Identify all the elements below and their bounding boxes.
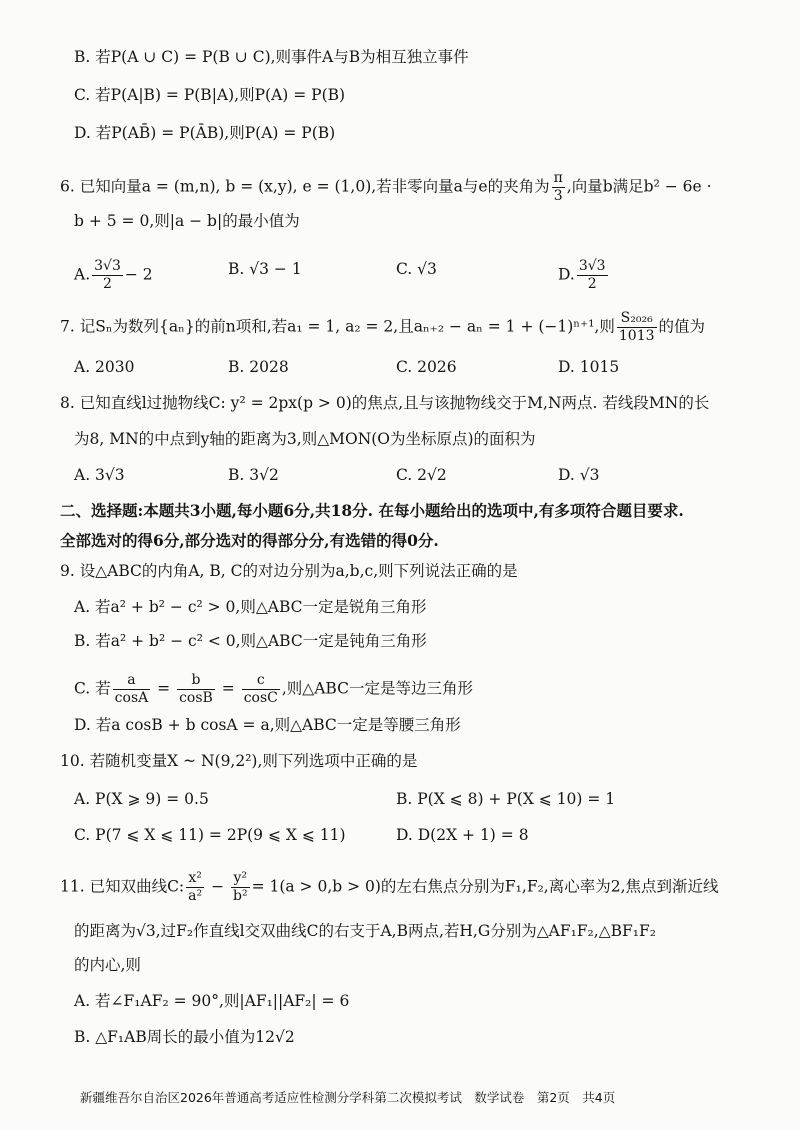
q10-option-c: C. P(7 ⩽ X ⩽ 11) = 2P(9 ⩽ X ⩽ 11)	[74, 826, 346, 844]
q11-stem-line1: 11. 已知双曲线C: $\frac{\text{x²}}{\text{a²}}$ − $\frac{\text{y²}}{\text{b²}}$ = 1(a > 0,b > 0)的左右焦点分别为F₁,F₂,离心率为2,焦点到渐近线	[60, 870, 719, 904]
q5-option-c: C. 若P(A|B) = P(B|A),则P(A) = P(B)	[74, 86, 346, 104]
q6-stem-text-b: ,向量b满足b² − 6e ·	[566, 177, 712, 196]
q6-d-prefix: D.	[558, 265, 575, 284]
q10-option-b: B. P(X ⩽ 8) + P(X ⩽ 10) = 1	[396, 790, 616, 808]
q9-c-f2-num: b	[177, 672, 215, 690]
q6-d-fraction	[577, 258, 608, 293]
q6-stem-line2: b + 5 = 0,则|a − b|的最小值为	[74, 212, 300, 230]
q11-fraction-1	[186, 870, 204, 905]
q7-stem-text-b: 的值为	[658, 317, 706, 336]
q9-option-a: A. 若a² + b² − c² > 0,则△ABC一定是锐角三角形	[74, 598, 427, 616]
q6-option-d	[558, 258, 610, 293]
q9-c-f1-den: cosA	[114, 690, 149, 706]
q9-option-b: B. 若a² + b² − c² < 0,则△ABC一定是钝角三角形	[74, 632, 427, 650]
q11-option-b: B. △F₁AB周长的最小值为12√2	[74, 1028, 295, 1046]
q9-stem: 9. 设△ABC的内角A, B, C的对边分别为a,b,c,则下列说法正确的是	[60, 562, 518, 580]
q6-a-den: 2	[103, 276, 112, 292]
q9-c-fraction-3	[242, 672, 280, 707]
q9-c-f2-den: cosB	[179, 690, 213, 706]
q7-option-a: A. 2030	[74, 358, 135, 376]
q5-option-d: D. 若P(AB̄) = P(ĀB),则P(A) = P(B)	[74, 124, 336, 142]
q9-c-f3-num: c	[242, 672, 280, 690]
q6-option-c: C. √3	[396, 260, 437, 278]
q6-angle-fraction	[552, 170, 565, 205]
q7-fraction	[617, 310, 657, 345]
q10-option-d: D. D(2X + 1) = 8	[396, 826, 529, 844]
q11-stem-line2: 的距离为√3,过F₂作直线l交双曲线C的右支于A,B两点,若H,G分别为△AF₁F₂,△BF₁F₂	[74, 922, 656, 940]
q11-f1-num: x²	[186, 870, 204, 888]
q8-option-c: C. 2√2	[396, 466, 447, 484]
q6-angle-den: 3	[553, 188, 563, 204]
q9-c-prefix: C. 若	[74, 679, 111, 698]
q8-stem-line1: 8. 已知直线l过抛物线C: y² = 2px(p > 0)的焦点,且与该抛物线交于M,N两点. 若线段MN的长	[60, 394, 710, 412]
q11-stem-text-b: = 1(a > 0,b > 0)的左右焦点分别为F₁,F₂,离心率为2,焦点到渐近线	[251, 877, 719, 896]
q8-option-b: B. 3√2	[228, 466, 279, 484]
q7-frac-num: S₂₀₂₆	[617, 310, 657, 328]
section2-instructions: 全部选对的得6分,部分选对的得部分分,有选错的得0分.	[60, 531, 439, 550]
q6-angle-num: π	[553, 170, 563, 186]
q6-option-a	[74, 258, 153, 293]
q7-option-d: D. 1015	[558, 358, 620, 376]
q9-option-c: C. 若 $\frac{a}{\cos A}$ = $\frac{b}{\cos B}$ = $\frac{c}{\cos C}$ ,则△ABC一定是等边三角形	[74, 672, 473, 706]
q7-option-c: C. 2026	[396, 358, 457, 376]
q7-stem	[60, 310, 705, 345]
page-footer: 新疆维吾尔自治区2026年普通高考适应性检测分学科第二次模拟考试 数学试卷 第2页 共4页	[80, 1090, 616, 1105]
q11-option-a: A. 若∠F₁AF₂ = 90°,则|AF₁||AF₂| = 6	[74, 992, 350, 1010]
q11-f2-num: y²	[231, 870, 250, 888]
q9-c-f1-num: a	[113, 672, 151, 690]
section2-heading: 二、选择题:本题共3小题,每小题6分,共18分. 在每小题给出的选项中,有多项符合题目要求.	[60, 501, 684, 520]
q6-d-den: 2	[587, 276, 597, 292]
q11-fraction-2	[231, 870, 250, 905]
q11-f1-den: a²	[188, 888, 203, 904]
q7-frac-den: 1013	[618, 328, 655, 344]
q5-option-b: B. 若P(A ∪ C) = P(B ∪ C),则事件A与B为相互独立事件	[74, 48, 469, 66]
q6-a-prefix: A.	[74, 265, 91, 284]
q8-option-d: D. √3	[558, 466, 600, 484]
q11-f2-den: b²	[232, 888, 248, 904]
q9-c-fraction-2	[177, 672, 215, 707]
q6-stem-line1	[60, 170, 712, 205]
q11-prefix: 11. 已知双曲线C:	[60, 877, 185, 896]
q9-c-suffix: ,则△ABC一定是等边三角形	[281, 679, 473, 698]
q7-stem-text-a: 7. 记Sₙ为数列{aₙ}的前n项和,若a₁ = 1, a₂ = 2,且aₙ₊₂ − aₙ = 1 + (−1)ⁿ⁺¹,则	[60, 317, 615, 336]
q6-stem-text-a: 6. 已知向量a = (m,n), b = (x,y), e = (1,0),若非零向量a与e的夹角为	[60, 177, 550, 196]
q6-a-suffix: − 2	[124, 265, 153, 284]
q11-stem-line3: 的内心,则	[74, 956, 141, 974]
q10-option-a: A. P(X ⩾ 9) = 0.5	[74, 790, 209, 808]
q9-c-fraction-1	[113, 672, 151, 707]
q8-option-a: A. 3√3	[74, 466, 125, 484]
q6-a-fraction	[92, 258, 123, 293]
q6-d-num: 3√3	[578, 258, 606, 274]
q9-option-d: D. 若a cosB + b cosA = a,则△ABC一定是等腰三角形	[74, 716, 461, 734]
q10-stem: 10. 若随机变量X ~ N(9,2²),则下列选项中正确的是	[60, 752, 418, 770]
q6-a-num: 3√3	[94, 258, 121, 274]
q7-option-b: B. 2028	[228, 358, 289, 376]
q6-option-b: B. √3 − 1	[228, 260, 302, 278]
q8-stem-line2: 为8, MN的中点到y轴的距离为3,则△MON(O为坐标原点)的面积为	[74, 430, 536, 448]
q9-c-f3-den: cosC	[243, 690, 278, 706]
